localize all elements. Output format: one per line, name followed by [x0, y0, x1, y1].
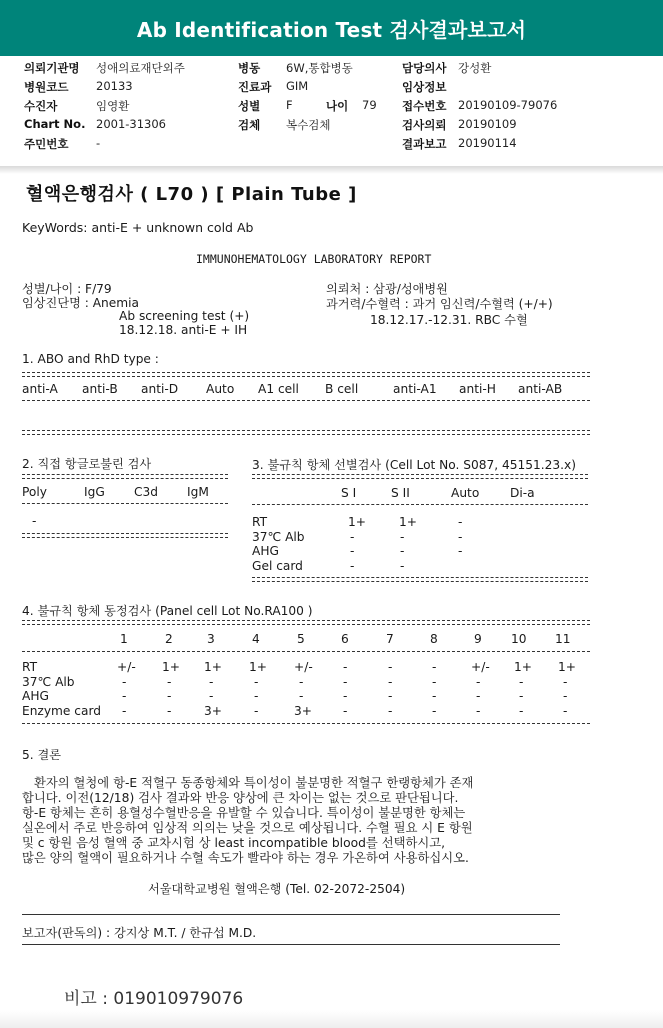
sec4-cell: - [432, 660, 437, 674]
sec4-cell: - [432, 675, 437, 689]
sec4-row-label: RT [22, 660, 38, 674]
patient-history: 과거력/수혈력 : 과거 임신력/수혈력 (+/+) [326, 297, 553, 311]
doctor-label: 담당의사 [402, 61, 447, 75]
sec1-h8: anti-AB [518, 382, 563, 396]
clinical-label: 임상정보 [402, 80, 447, 94]
sec3-rule-top [252, 474, 588, 479]
code-label: 병원코드 [24, 80, 69, 94]
sec4-cell: - [519, 689, 524, 703]
sec3-row3-label: Gel card [252, 559, 303, 573]
sec4-cell: - [299, 689, 304, 703]
conclusion-line: 환자의 혈청에 항-E 적혈구 동종항체와 특이성이 불분명한 적혈구 한랭항체가 존재 [34, 776, 474, 790]
sec4-cell: - [122, 689, 127, 703]
sec4-rule-mid [22, 651, 590, 652]
patient-screen-2: 18.12.18. anti-E + IH [119, 323, 248, 337]
sec3-h2: Auto [451, 486, 480, 500]
req-date-value: 20190109 [458, 117, 517, 131]
sex-label: 성별 [238, 99, 261, 113]
sec2-rule-top [22, 474, 228, 479]
sec4-row-label: AHG [22, 689, 49, 703]
sex-value: F [286, 98, 293, 112]
sec1-h6: anti-A1 [393, 382, 437, 396]
sec3-row1-label: 37℃ Alb [252, 530, 305, 544]
contact-line: 서울대학교병원 혈액은행 (Tel. 02-2072-2504) [148, 882, 406, 896]
sec2-title: 2. 직접 항글로불린 검사 [22, 457, 152, 471]
sec1-h3: Auto [206, 382, 235, 396]
header-divider [0, 166, 663, 174]
sec1-rule-top [22, 372, 590, 377]
sec3-row2-label: AHG [252, 544, 279, 558]
sec4-cell: - [343, 689, 348, 703]
sec4-h4: 5 [297, 632, 305, 646]
age-label: 나이 [326, 99, 349, 113]
sec3-rule-bottom [252, 577, 588, 582]
sec4-cell: - [388, 704, 393, 718]
report-date-label: 결과보고 [402, 137, 447, 151]
sec4-h2: 3 [207, 632, 215, 646]
sec4-cell: - [299, 675, 304, 689]
sec4-cell: +/- [471, 660, 490, 674]
sec3-row1-v2: - [458, 530, 463, 544]
sec4-h10: 11 [555, 632, 571, 646]
dept-value: GIM [286, 79, 309, 93]
chart-label: Chart No. [24, 117, 86, 131]
sec4-cell: - [432, 704, 437, 718]
sec4-h1: 2 [165, 632, 173, 646]
sec4-cell: - [167, 675, 172, 689]
report-date-value: 20190114 [458, 136, 517, 150]
sec2-h0: Poly [22, 485, 47, 499]
sec4-cell: - [209, 675, 214, 689]
report-title: Ab Identification Test 검사결과보고서 [136, 17, 527, 42]
sec3-row1-v0: - [350, 530, 355, 544]
conclusion-text [22, 776, 642, 866]
remark: 비고 : 019010979076 [64, 989, 244, 1009]
patient-history-2: 18.12.17.-12.31. RBC 수혈 [370, 313, 528, 327]
sec3-h0: S I [341, 486, 357, 500]
sec3-row0-v2: - [458, 515, 463, 529]
sec3-row2-v2: - [458, 544, 463, 558]
specimen-value: 복수검체 [286, 118, 331, 132]
org-value: 성애의료재단외주 [96, 61, 185, 75]
sec2-rule-mid [22, 503, 228, 504]
sec1-h4: A1 cell [258, 382, 299, 396]
accession-value: 20190109-79076 [458, 98, 558, 112]
id-value: - [96, 136, 101, 150]
sec4-h5: 6 [341, 632, 349, 646]
sec3-row2-v0: - [350, 544, 355, 558]
sec4-cell: - [122, 704, 127, 718]
sec4-cell: 1+ [162, 660, 180, 674]
conclusion-line: 항-E 항체는 흔히 용혈성수혈반응을 유발할 수 있습니다. 특이성이 불분명한 항체는 [22, 806, 466, 820]
sec3-rule-mid [252, 504, 588, 505]
sec1-h0: anti-A [22, 382, 58, 396]
sec4-cell: 1+ [558, 660, 576, 674]
sec4-h9: 10 [511, 632, 527, 646]
id-label: 주민번호 [24, 137, 69, 151]
sec4-cell: 1+ [514, 660, 532, 674]
sec1-h5: B cell [325, 382, 359, 396]
sec4-cell: - [563, 675, 568, 689]
sec4-rule-bottom [22, 723, 590, 724]
sec4-cell: - [563, 689, 568, 703]
specimen-label: 검체 [238, 118, 261, 132]
sec4-cell: - [343, 704, 348, 718]
sec1-h2: anti-D [141, 382, 179, 396]
sec1-h7: anti-H [459, 382, 496, 396]
ward-label: 병동 [238, 61, 261, 75]
sec5-title: 5. 결론 [22, 748, 62, 762]
sec4-cell: +/- [294, 660, 313, 674]
sec4-cell: - [254, 689, 259, 703]
sec3-h3: Di-a [510, 486, 535, 500]
sec4-cell: - [476, 689, 481, 703]
page-footer [0, 1010, 663, 1028]
sec3-title: 3. 불규칙 항체 선별검사 (Cell Lot No. S087, 45151.23.x) [252, 458, 577, 472]
sec4-h3: 4 [252, 632, 260, 646]
lab-report-title: IMMUNOHEMATOLOGY LABORATORY REPORT [196, 252, 432, 266]
sec4-cell: - [476, 675, 481, 689]
sec4-cell: - [167, 704, 172, 718]
sec3-row3-v0: - [350, 559, 355, 573]
sec4-cell: - [122, 675, 127, 689]
sec3-row0-v1: 1+ [399, 515, 417, 529]
sec1-title: 1. ABO and RhD type : [22, 352, 159, 366]
sec3-row0-label: RT [252, 515, 268, 529]
sec2-h1: IgG [84, 485, 105, 499]
collector-value: 임영환 [96, 99, 130, 113]
sec3-h1: S II [391, 486, 410, 500]
keywords: KeyWords: anti-E + unknown cold Ab [22, 220, 254, 235]
dept-label: 진료과 [238, 80, 272, 94]
patient-sex-age: 성별/나이 : F/79 [22, 282, 112, 296]
sec4-cell: - [167, 689, 172, 703]
sec4-cell: - [209, 689, 214, 703]
sec1-h1: anti-B [82, 382, 118, 396]
sec4-h7: 8 [430, 632, 438, 646]
age-value: 79 [362, 98, 377, 112]
collector-label: 수진자 [24, 99, 58, 113]
sec2-rule-bottom [22, 533, 228, 538]
sec4-cell: 1+ [204, 660, 222, 674]
reporter-line: 보고자(판독의) : 강지상 M.T. / 한규섭 M.D. [22, 926, 257, 940]
reporter-rule-top [22, 914, 560, 915]
accession-label: 접수번호 [402, 99, 447, 113]
ward-value: 6W,통합병동 [286, 61, 353, 75]
conclusion-line: 실온에서 주로 반응하여 임상적 의의는 낮을 것으로 예상됩니다. 수혈 필요 시 E 항원 [22, 821, 473, 835]
code-value: 20133 [96, 79, 133, 93]
sec4-h0: 1 [120, 632, 128, 646]
sec3-row3-v1: - [400, 559, 405, 573]
sec4-cell: 3+ [294, 704, 312, 718]
sec4-row-label: 37℃ Alb [22, 675, 75, 689]
sec2-value: - [32, 514, 37, 528]
sec4-cell: - [519, 704, 524, 718]
sec2-h3: IgM [187, 485, 209, 499]
chart-value: 2001-31306 [96, 117, 166, 131]
sec1-rule-bottom [22, 430, 590, 435]
sec4-cell: - [388, 675, 393, 689]
sec4-cell: 1+ [249, 660, 267, 674]
patient-screen-1: Ab screening test (+) [119, 309, 250, 323]
sec4-cell: 3+ [204, 704, 222, 718]
req-date-label: 검사의뢰 [402, 118, 447, 132]
conclusion-line: 합니다. 이전(12/18) 검사 결과와 반응 양상에 큰 차이는 없는 것으로 판단됩니다. [22, 791, 459, 805]
sec4-cell: - [254, 675, 259, 689]
sec4-row-label: Enzyme card [22, 704, 101, 718]
sec4-cell: - [519, 675, 524, 689]
report-title-bar [0, 0, 663, 56]
sec4-title: 4. 불규칙 항체 동정검사 (Panel cell Lot No.RA100 ) [22, 604, 313, 618]
sec4-cell: - [343, 660, 348, 674]
sec4-cell: - [432, 689, 437, 703]
conclusion-line: 많은 양의 혈액이 필요하거나 수혈 속도가 빨라야 하는 경우 가온하여 사용하십시오. [22, 851, 469, 865]
sec3-row2-v1: - [400, 544, 405, 558]
patient-header [0, 56, 663, 167]
sec4-cell: - [254, 704, 259, 718]
section-title: 혈액은행검사 ( L70 ) [ Plain Tube ] [26, 184, 357, 205]
sec4-cell: - [563, 704, 568, 718]
sec4-cell: - [388, 660, 393, 674]
doctor-value: 강성환 [458, 61, 492, 75]
sec4-cell: +/- [117, 660, 136, 674]
sec4-h8: 9 [474, 632, 482, 646]
patient-diagnosis: 임상진단명 : Anemia [22, 296, 140, 310]
sec3-row0-v0: 1+ [348, 515, 366, 529]
sec2-h2: C3d [134, 485, 159, 499]
reporter-rule-bottom [22, 944, 560, 945]
sec1-rule-mid [22, 400, 590, 401]
sec4-h6: 7 [386, 632, 394, 646]
org-label: 의뢰기관명 [24, 61, 80, 75]
sec4-cell: - [388, 689, 393, 703]
patient-referral: 의뢰처 : 삼광/성애병원 [326, 282, 448, 296]
sec4-cell: - [343, 675, 348, 689]
sec4-cell: - [476, 704, 481, 718]
conclusion-line: 및 c 항원 음성 혈액 중 교차시험 상 least incompatible blood를 선택하시고, [22, 836, 446, 850]
sec4-rule-top [22, 620, 590, 625]
sec3-row1-v1: - [400, 530, 405, 544]
